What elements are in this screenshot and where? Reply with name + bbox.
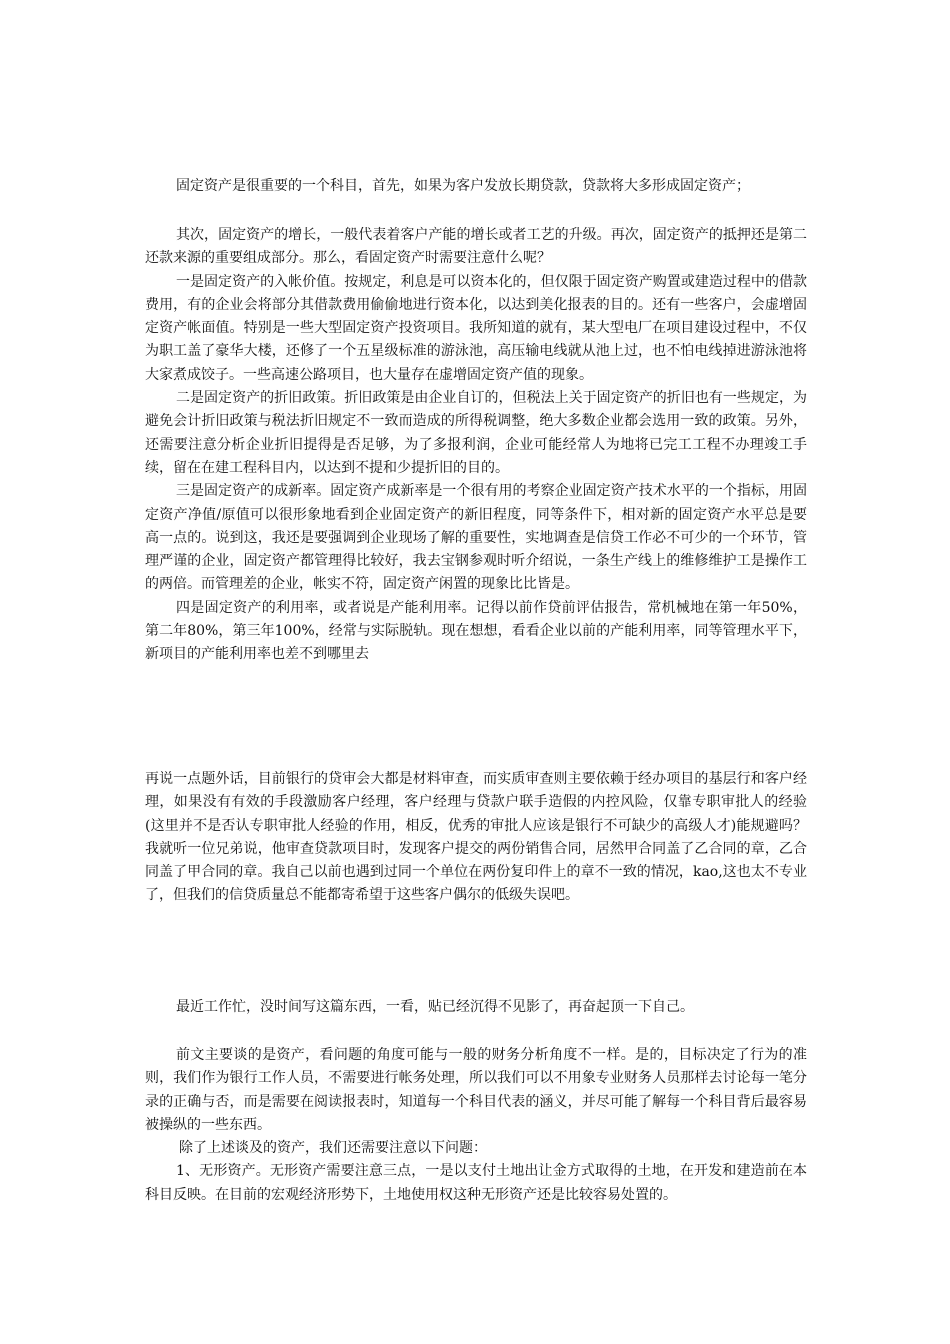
- text-block-1: [145, 175, 807, 198]
- paragraph: 1、无形资产。无形资产需要注意三点，一是以支付土地出让金方式取得的土地，在开发和建造前在本科目反映。在目前的宏观经济形势下，土地使用权这种无形资产还是比较容易处置的。: [145, 1163, 807, 1203]
- paragraph: 除了上述谈及的资产，我们还需要注意以下问题：: [179, 1140, 487, 1157]
- paragraph: 三是固定资产的成新率。固定资产成新率是一个很有用的考察企业固定资产技术水平的一个指标，用固定资产净值/原值可以很形象地看到企业固定资产的新旧程度，同等条件下，相对新的固定资产水平总是要高一点的。说到这，我还是要强调到企业现场了解的重要性，实地调查是信贷工作必不可少的一个环节，管理严谨的企业，固定资产都管理得比较好，我去宝钢参观时听介绍说，一条生产线上的维修维护工是操作工的两倍。而管理差的企业，帐实不符，固定资产闲置的现象比比皆是。: [145, 483, 807, 593]
- paragraph: 一是固定资产的入帐价值。按规定，利息是可以资本化的，但仅限于固定资产购置或建造过程中的借款费用，有的企业会将部分其借款费用偷偷地进行资本化，以达到美化报表的目的。还有一些客户，会虚增固定资产帐面值。特别是一些大型固定资产投资项目。我所知道的就有，某大型电厂在项目建设过程中，不仅为职工盖了豪华大楼，还修了一个五星级标准的游泳池，高压输电线就从池上过，也不怕电线掉进游泳池将大家煮成饺子。一些高速公路项目，也大量存在虚增固定资产值的现象。: [145, 273, 807, 383]
- paragraph: 四是固定资产的利用率，或者说是产能利用率。记得以前作贷前评估报告，常机械地在第一年50%，第二年80%，第三年100%，经常与实际脱轨。现在想想，看看企业以前的产能利用率，同等管理水平下，新项目的产能利用率也差不到哪里去: [145, 599, 807, 663]
- paragraph: 再说一点题外话，目前银行的贷审会大都是材料审查，而实质审查则主要依赖于经办项目的基层行和客户经理，如果没有有效的手段激励客户经理，客户经理与贷款户联手造假的内控风险，仅靠专职审批人的经验(这里并不是否认专职审批人经验的作用，相反，优秀的审批人应该是银行不可缺少的高级人才)能规避吗？我就听一位兄弟说，他审查贷款项目时，发现客户提交的两份销售合同，居然甲合同盖了乙合同的章，乙合同盖了甲合同的章。我自己以前也遇到过同一个单位在两份复印件上的章不一致的情况，kao,这也太不专业了，但我们的信贷质量总不能都寄希望于这些客户偶尔的低级失误吧。: [145, 771, 807, 904]
- text-block-2: [145, 224, 807, 667]
- text-block-5: [145, 1044, 807, 1207]
- paragraph: 固定资产是很重要的一个科目，首先，如果为客户发放长期贷款，贷款将大多形成固定资产；: [176, 178, 750, 194]
- text-block-4: [145, 996, 807, 1019]
- text-block-3: [145, 768, 807, 908]
- paragraph: 最近工作忙，没时间写这篇东西，一看，贴已经沉得不见影了，再奋起顶一下自己。: [176, 999, 694, 1015]
- paragraph: 二是固定资产的折旧政策。折旧政策是由企业自订的，但税法上关于固定资产的折旧也有一些规定，为避免会计折旧政策与税法折旧规定不一致而造成的所得税调整，绝大多数企业都会选用一致的政策。另外，还需要注意分析企业折旧提得是否足够，为了多报利润，企业可能经常人为地将已完工工程不办理竣工手续，留在在建工程科目内，以达到不提和少提折旧的目的。: [145, 390, 807, 476]
- paragraph: 其次，固定资产的增长，一般代表着客户产能的增长或者工艺的升级。再次，固定资产的抵押还是第二还款来源的重要组成部分。那么，看固定资产时需要注意什么呢？: [145, 227, 807, 267]
- paragraph: 前文主要谈的是资产，看问题的角度可能与一般的财务分析角度不一样。是的，目标决定了行为的准则，我们作为银行工作人员，不需要进行帐务处理，所以我们可以不用象专业财务人员那样去讨论每一笔分录的正确与否，而是需要在阅读报表时，知道每一个科目代表的涵义，并尽可能了解每一个科目背后最容易被操纵的一些东西。: [145, 1047, 807, 1133]
